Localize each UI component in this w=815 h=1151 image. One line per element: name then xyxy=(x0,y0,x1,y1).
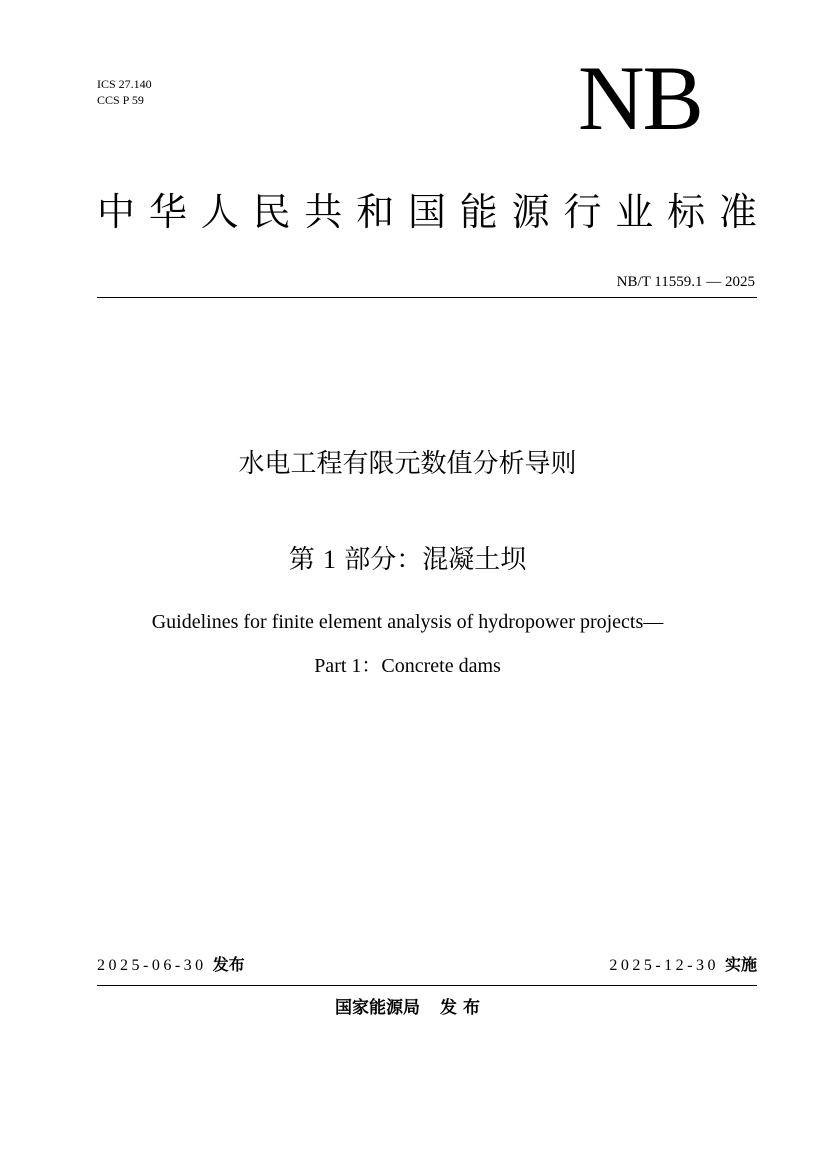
category-char: 共 xyxy=(304,190,343,234)
nb-logo: NB xyxy=(578,47,702,149)
category-char: 国 xyxy=(407,190,446,234)
category-char: 民 xyxy=(252,190,291,234)
implement-date-block xyxy=(609,954,757,977)
category-char: 标 xyxy=(667,190,706,234)
category-char: 华 xyxy=(148,190,187,234)
category-char: 准 xyxy=(718,190,757,234)
publisher-name: 国家能源局 xyxy=(335,998,421,1018)
category-char: 和 xyxy=(356,190,395,234)
implement-date: 2025-12-30 xyxy=(609,957,719,974)
part-number: 1 xyxy=(323,545,336,574)
category-char: 能 xyxy=(459,190,498,234)
top-divider xyxy=(97,297,757,298)
issue-label: 发布 xyxy=(212,955,245,974)
bottom-divider xyxy=(97,985,757,986)
ics-ccs-codes xyxy=(97,76,152,108)
standard-category-title xyxy=(97,188,757,236)
category-char: 中 xyxy=(97,190,136,234)
issue-date: 2025-06-30 xyxy=(97,957,207,974)
ics-code: ICS 27.140 xyxy=(97,77,152,91)
category-char: 业 xyxy=(615,190,654,234)
publisher-action: 发 布 xyxy=(440,998,480,1018)
category-char: 人 xyxy=(200,190,239,234)
document-title-en: Guidelines for finite element analysis of hydropower projects— xyxy=(151,611,664,633)
category-char: 行 xyxy=(563,190,602,234)
document-title-cn: 水电工程有限元数值分析导则 xyxy=(238,449,577,479)
implement-label: 实施 xyxy=(724,955,757,974)
part-title-cn xyxy=(0,542,815,578)
part-title-en: Part 1：Concrete dams xyxy=(314,655,501,677)
ccs-code: CCS P 59 xyxy=(97,93,144,107)
category-char: 源 xyxy=(511,190,550,234)
standard-number: NB/T 11559.1 — 2025 xyxy=(616,274,755,290)
part-suffix: 部分：混凝土坝 xyxy=(344,545,527,575)
issue-date-block xyxy=(97,954,245,977)
publisher-line xyxy=(0,996,815,1020)
part-prefix: 第 xyxy=(288,545,315,575)
